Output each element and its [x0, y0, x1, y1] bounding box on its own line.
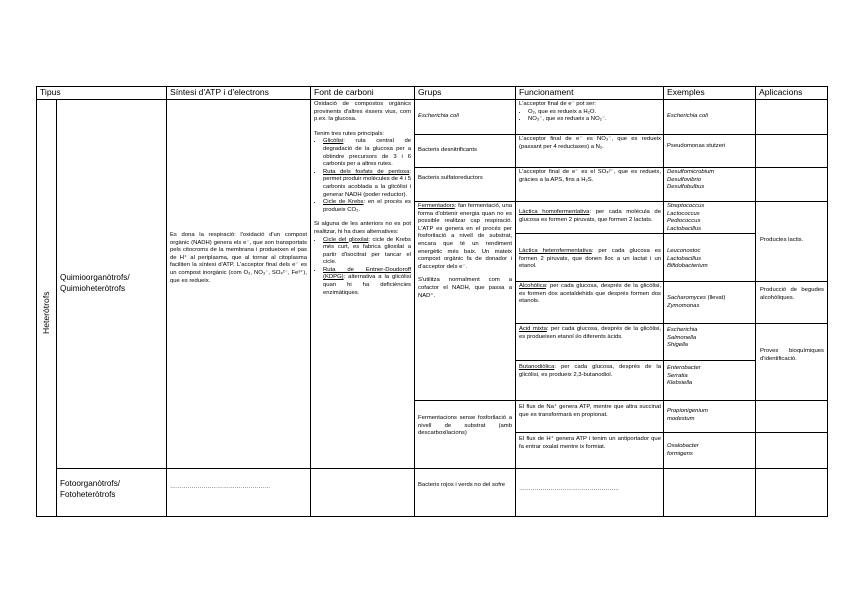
alt-glioxilat-text: : cicle de Krebs més curt, es fabrica glioxilat a partir d'isocitrat per tancar el cicle. — [323, 236, 411, 266]
table-border — [515, 323, 755, 324]
exemple-ecoli: Escherichia coli — [667, 113, 708, 119]
exemple-propionigenium-2: modestum — [667, 415, 695, 422]
ruta-krebs — [323, 199, 411, 214]
alt-entner-name: Ruta de Entner-Doudoroff (KDPG) — [323, 266, 411, 281]
table-border — [414, 86, 415, 517]
exemple-hetero — [667, 248, 753, 271]
func-acid-mixta-text: : per cada glucosa, després de la glicòlisi, es produeixen etanol i/o diferents àcids. — [519, 326, 661, 340]
table-border — [414, 400, 755, 401]
exemple-acid-mixta — [667, 327, 753, 350]
exemple-desulfobulbus: Desulfobulbus — [667, 184, 705, 191]
header-grups: Grups — [418, 87, 442, 97]
exemple-zymomonas: Zymomonas — [667, 302, 700, 309]
table-border — [310, 86, 311, 517]
table-border — [515, 86, 516, 517]
aplicacio-lactis: Productes lactis. — [760, 237, 804, 243]
exemple-butanodiolica — [667, 365, 753, 388]
exemple-pediococcus: Pediococcus — [667, 218, 701, 225]
alt-entner — [323, 267, 411, 297]
table-border — [755, 468, 828, 469]
table-border — [56, 99, 57, 517]
header-tipus: Tipus — [40, 87, 61, 97]
exemple-streptococcus: Streptococcus — [667, 203, 705, 209]
table-border — [414, 134, 755, 135]
table-border — [515, 281, 755, 282]
ruta-pentosa — [323, 169, 411, 199]
exemple-enterobacter: Enterobacter — [667, 365, 701, 371]
exemple-pseudomonas: Pseudomonas stutzeri — [667, 143, 726, 149]
exemple-oxalobacter — [667, 443, 753, 458]
table-border — [663, 86, 664, 517]
table-border — [755, 281, 828, 282]
font-carboni-cell — [314, 101, 411, 297]
exemple-lactobacillus-2: Lactobacillus — [667, 255, 702, 262]
func-ecoli-o2: • O₂, que es redueix a H₂O. — [528, 109, 661, 117]
subtype-quimio — [60, 272, 164, 294]
tipus-heterotrofs: Heteròtrofs — [41, 291, 51, 334]
table-border — [36, 86, 828, 87]
func-acid-mixta — [519, 326, 661, 341]
func-lactica-hetero — [519, 248, 661, 271]
exemple-oxalobacter-1: Oxalobacter — [667, 443, 699, 449]
func-flux-na: El flux de Na⁺ genera ATP, mentre que altra succinat que es transformarà en propionat. — [519, 404, 661, 418]
exemple-sacharomyces: Sacharomyces — [667, 295, 706, 301]
aplicacio-proves: Proves bioquímiques d'identificació. — [760, 348, 824, 362]
table-border — [755, 201, 828, 202]
subtype-quimio-line1: Quimioorganòtrofs/ — [60, 273, 130, 282]
fermentadors-desc — [418, 203, 512, 271]
exemple-salmonella: Salmonella — [667, 334, 697, 341]
exemple-llevat: (llevat) — [705, 295, 726, 301]
ruta-glicolisi-name: Glicòlisi — [323, 138, 344, 145]
table-border — [515, 360, 755, 361]
table-border — [414, 167, 755, 168]
exemple-propionigenium-1: Propionigenium — [667, 408, 708, 414]
exemple-desulfomicrobium: Desulfomicrobium — [667, 169, 715, 175]
exemple-desulfo — [667, 169, 753, 192]
func-butanodiolica — [519, 364, 661, 379]
header-funcionament: Funcionament — [519, 87, 574, 97]
grup-desnitrificants: Bacteris desnitrificants — [418, 147, 477, 153]
exemple-escherichia: Escherichia — [667, 327, 698, 333]
sintesi-quimio: Es dona la respiració: l'oxidació d'un compost orgànic (NADH) genera els e⁻, que son transportats pels citocroms de la membrana i produeixen el pas de H⁺ al periplasma, que al tornar al citoplasma faciliten la síntesi d'ATP. L'acceptor final dels e⁻ es un compost inorgànic (com O₂, NO₃⁻, SO₄²⁻, Fe³⁺), que es redueix. — [170, 232, 307, 284]
aplicacio-begudes: Producció de begudes alcohòliques. — [760, 287, 824, 301]
font-rutes-intro: Tenim tres rutes principals: — [314, 130, 385, 137]
fermentadors-name: Fermentadors — [418, 203, 455, 209]
grup-fermentacions-sense: Fermentacions sense fosforilació a nivell de substrat (amb descarboxilacions) — [418, 415, 512, 437]
exemple-oxalobacter-2: formigens — [667, 450, 693, 457]
func-acid-mixta-name: Àcid mixta — [519, 326, 547, 332]
exemple-homo — [667, 203, 753, 233]
table-border — [755, 432, 828, 433]
func-ecoli-no3: • NO₃⁻, que es redueix a NO₂⁻. — [528, 116, 661, 124]
func-alcoholica — [519, 283, 661, 306]
exemple-alcoholica — [667, 295, 753, 310]
table-border — [166, 86, 167, 517]
func-butanodiolica-name: Butanodiòlica — [519, 364, 555, 370]
table-border — [414, 201, 755, 202]
func-butanodiolica-text: : per cada glucosa, després de la glicòlisi, es produeix 2,3-butanodiol. — [519, 364, 661, 378]
func-ecoli-intro: L'acceptor final de e⁻ pot ser: — [519, 101, 596, 107]
grup-ecoli: Escherichia coli — [418, 113, 459, 119]
ruta-pentosa-name: Ruta dels fosfats de pentosa — [323, 168, 410, 175]
table-border — [755, 134, 828, 135]
func-lactica-hetero-name: Làctica heterofermentativa — [519, 248, 592, 254]
ruta-krebs-name: Cicle de Krebs — [323, 199, 364, 206]
grup-sulfatoreductors: Bacteris sulfatoreductors — [418, 175, 483, 181]
classification-table — [36, 86, 828, 517]
table-border — [827, 86, 828, 517]
sintesi-foto-blank: …………………………………………… — [170, 484, 271, 490]
table-border — [36, 86, 37, 517]
header-sintesi: Síntesi d'ATP i d'electrons — [170, 87, 269, 97]
header-exemples: Exemples — [667, 87, 705, 97]
ruta-glicolisi-text: : ruta central de degradació de la glucosa per a obtindre precursors de 3 i 6 carbonis per a altres rutes. — [323, 138, 411, 168]
grup-bacteris-rojos: Bacteris rojos i verds no del sofre — [418, 482, 506, 488]
exemple-klebsiella: Klebsiella — [667, 380, 693, 387]
func-flux-h: El flux de H⁺ genera ATP i tenim un antiportador que fa entrar oxalat mentre ix formiat. — [519, 436, 661, 450]
subtype-quimio-line2: Quimioheteròtrofs — [60, 284, 126, 293]
exemple-leuconostoc: Leuconostoc — [667, 248, 701, 254]
alt-entner-text: : alternativa a la glicòlisi quan hi ha deficiències enzimàtiques. — [323, 274, 411, 296]
subtype-foto-line1: Fotoorganòtrofs/ — [60, 479, 121, 488]
func-sulfatoreductors: L'acceptor final de e⁻ es el SO₄²⁻, que es redueix, gràcies a la APS, fins a H₂S. — [519, 169, 661, 183]
exemple-lactococcus: Lactococcus — [667, 210, 700, 217]
grup-fermentadors — [418, 203, 512, 300]
exemple-propionigenium — [667, 408, 753, 423]
table-border — [755, 167, 828, 168]
exemple-lactobacillus: Lactobacillus — [667, 225, 702, 232]
table-border — [755, 400, 828, 401]
table-border — [56, 468, 415, 469]
func-alcoholica-name: Alcohòlica — [519, 283, 546, 289]
subtype-foto — [60, 478, 164, 500]
exemple-desulfovibrio: Desulfovibrio — [667, 176, 702, 183]
table-border — [36, 99, 828, 100]
font-intro: Oxidació de compostos orgànics provinents d'altres éssers vius, com p.ex. la glucosa. — [314, 101, 411, 123]
ruta-krebs-text: : en el procés es produeix CO₂. — [323, 199, 411, 213]
func-lactica-homo-name: Làctica homofermentativa — [519, 209, 590, 215]
func-ecoli — [519, 101, 661, 124]
exemple-bifidobacterium: Bifidobacterium — [667, 263, 708, 270]
fermentadors-colon: : — [454, 203, 457, 209]
table-border — [414, 468, 755, 469]
fermentadors-nadh: S'utilitza normalment com a cofactor el NADH, que passa a NAD⁺. — [418, 277, 512, 299]
header-aplicacions: Aplicacions — [759, 87, 803, 97]
exemple-serratia: Serratia — [667, 372, 688, 379]
func-foto-blank: …………………………………………… — [519, 486, 620, 492]
table-border — [755, 86, 756, 517]
func-alcoholica-text: : per cada glucosa, després de la glicòlisi, es formen dos acetaldehids que després formen dos etanols. — [519, 283, 661, 305]
alt-glioxilat-name: Cicle del glioxilat — [323, 236, 369, 243]
table-border — [36, 516, 828, 517]
fermentadors-text: fan fermentació, una forma d'obtenir energia quan no es possible realitzar cap respiració. L'ATP es genera en el procés per fosforilació a nivell de substrat, encara que té un rendiment energètic més baix. Un mateix compost orgànic fa de donador i d'acceptor dels e⁻. — [418, 203, 512, 270]
subtype-foto-line2: Fotoheteròtrofs — [60, 490, 116, 499]
table-border — [515, 432, 755, 433]
func-lactica-homo-text: : per cada molècula de glucosa es formen 2 piruvats, que formen 2 lactats. — [519, 209, 661, 223]
table-border — [755, 323, 828, 324]
func-desnitrificants: L'acceptor final de e⁻ es NO₃⁻, que es redueix (passant per 4 reductases) a N₂. — [519, 136, 661, 150]
ruta-pentosa-text: : permet produir molècules de 4 i 5 carbonis acoblada a la glicòlisi i generar NADH (poder reductor). — [323, 168, 411, 198]
func-lactica-homo — [519, 209, 661, 224]
alt-glioxilat — [323, 237, 411, 267]
func-lactica-hetero-text: : per cada glucosa es formen 2 piruvats, que donen lloc a un lactat i un etanol. — [519, 248, 661, 270]
exemple-shigella: Shigella — [667, 342, 688, 349]
font-alt-intro: Si alguna de les anteriors no es pot realitzar, hi ha dues alternatives: — [314, 221, 411, 235]
ruta-glicolisi — [323, 138, 411, 168]
header-font-carboni: Font de carboni — [314, 87, 374, 97]
